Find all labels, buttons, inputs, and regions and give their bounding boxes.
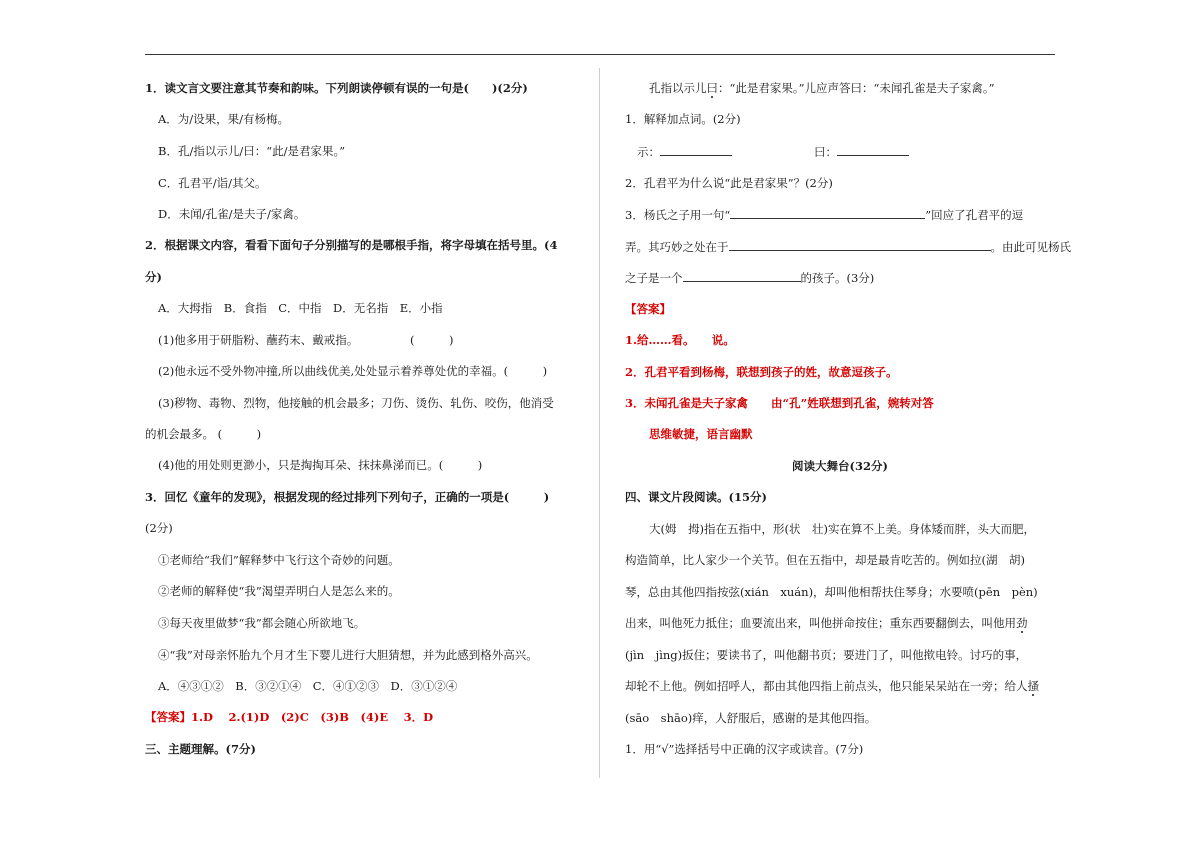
q3-item-4: ④“我”对母亲怀胎九个月才生下婴儿进行大胆猜想，并为此感到格外高兴。	[158, 648, 538, 662]
right-answer-3-cont: 思维敏捷，语言幽默	[649, 427, 753, 441]
q3-item-3: ③每天夜里做梦“我”都会随心所欲地飞。	[158, 616, 366, 630]
shi-answer-blank[interactable]	[660, 143, 732, 156]
q2-item-4: (4)他的用处则更渺小，只是掏掏耳朵、抹抹鼻涕而已。( )	[158, 458, 483, 472]
character-blank[interactable]	[683, 269, 801, 282]
dotted-char-yue: 曰	[706, 81, 718, 95]
right-answer-2: 2．孔君平看到杨梅，联想到孩子的姓，故意逗孩子。	[625, 365, 898, 379]
para-line-2: 构造简单，比人家少一个关节。但在五指中，却是最肯吃苦的。例如拉(湖 胡)	[625, 553, 1025, 567]
q1-option-c: C．孔君平/诣/其父。	[158, 176, 267, 190]
q3-item-1: ①老师给“我们”解释梦中飞行这个奇妙的问题。	[158, 553, 400, 567]
reading-section-title: 阅读大舞台(32分)	[792, 459, 888, 473]
dotted-char-sao: 搔	[1027, 679, 1039, 693]
q2-item-3-cont: 的机会最多。 ( )	[145, 427, 262, 441]
para-line-4: 出来，叫他死力抵住；血要流出来，叫他拼命按住；重东西要翻倒去，叫他用劲	[625, 616, 1028, 630]
r-q3-line1: 3．杨氏之子用一句“ ”回应了孔君平的逗	[625, 208, 1024, 222]
dotted-char-jin: 劲	[1016, 616, 1028, 630]
column-divider	[599, 68, 600, 778]
q3-stem-line1: 3．回忆《童年的发现》，根据发现的经过排列下列句子，正确的一项是( )	[145, 490, 550, 504]
right-answer-1: 1.给……看。 说。	[625, 333, 735, 347]
r-q1-stem: 1．解释加点词。(2分)	[625, 112, 741, 126]
q2-choices: A．大拇指 B．食指 C．中指 D．无名指 E．小指	[158, 301, 443, 315]
r-q4-1-stem: 1．用“√”选择括号中正确的汉字或读音。(7分)	[625, 742, 864, 756]
yue-answer-blank[interactable]	[837, 143, 909, 156]
top-rule	[145, 54, 1055, 55]
para-line-7: (sāo shāo)痒，人舒服后，感谢的是其他四指。	[625, 711, 877, 725]
q2-item-3: (3)秽物、毒物、烈物，他接触的机会最多；刀伤、烫伤、轧伤、咬伤，他消受	[158, 396, 554, 410]
right-answer-label: 【答案】	[625, 302, 671, 316]
right-answer-3: 3．未闻孔雀是夫子家禽 由“孔”姓联想到孔雀，婉转对答	[625, 396, 934, 410]
q2-item-1: (1)他多用于研脂粉、蘸药末、戴戒指。 ( )	[158, 333, 454, 347]
r-q3-line2: 弄。其巧妙之处在于 。由此可见杨氏	[625, 240, 1071, 254]
q3-stem-line2: (2分)	[145, 521, 173, 535]
r-q2-stem: 2．孔君平为什么说“此是君家果”？(2分)	[625, 176, 833, 190]
passage-line: 孔指以示儿曰：“此是君家果。”儿应声答曰：“未闻孔雀是夫子家禽。”	[649, 81, 995, 95]
para-line-6: 却轮不上他。例如招呼人，都由其他四指上前点头，他只能呆呆站在一旁；给人搔	[625, 679, 1039, 693]
q2-item-2: (2)他永远不受外物冲撞,所以曲线优美,处处显示着养尊处优的幸福。( )	[158, 364, 548, 378]
q3-item-2: ②老师的解释使“我”渴望弄明白人是怎么来的。	[158, 584, 400, 598]
section-3-heading: 三、主题理解。(7分)	[145, 742, 256, 756]
quote-blank[interactable]	[730, 206, 925, 219]
para-line-1: 大(姆 拇)指在五指中，形(状 壮)实在算不上美。身体矮而胖，头大而肥，	[649, 522, 1035, 536]
q3-options: A．④③①② B．③②①④ C．④①②③ D．③①②④	[158, 679, 458, 693]
q1-option-b: B．孔/指以示儿/曰：“此/是君家果。”	[158, 144, 346, 158]
cleverness-blank[interactable]	[729, 238, 991, 251]
q1-stem: 1．读文言文要注意其节奏和韵味。下列朗读停顿有误的一句是( )(2分)	[145, 81, 528, 95]
para-line-5: (jìn jìng)扳住；要读书了，叫他翻书页；要进门了，叫他揿电铃。讨巧的事，	[625, 648, 1028, 662]
q1-option-d: D．未闻/孔雀/是夫子/家禽。	[158, 207, 306, 221]
r-q3-line3: 之子是一个 的孩子。(3分)	[625, 271, 875, 285]
section-4-heading: 四、课文片段阅读。(15分)	[625, 490, 767, 504]
para-line-3: 琴，总由其他四指按弦(xián xuán)，却叫他相帮扶住琴身；水要喷(pēn pèn)	[625, 585, 1038, 599]
r-q1-answers: 示： 曰：	[637, 143, 909, 160]
q1-option-a: A．为/设果，果/有杨梅。	[158, 112, 290, 126]
q2-stem-line2: 分)	[145, 270, 162, 284]
left-answer: 【答案】1.D 2.(1)D (2)C (3)B (4)E 3．D	[145, 710, 434, 724]
q2-stem-line1: 2．根据课文内容，看看下面句子分别描写的是哪根手指，将字母填在括号里。(4	[145, 238, 558, 252]
